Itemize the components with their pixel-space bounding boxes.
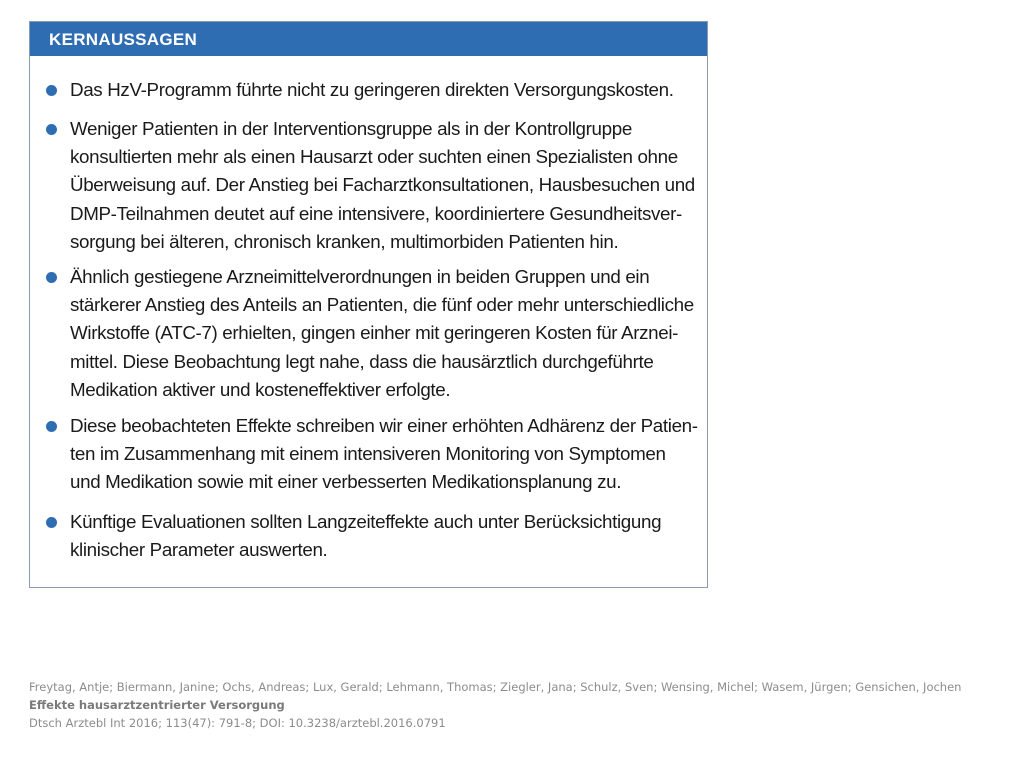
bullet-item: Diese beobachteten Effekte schreiben wir einer erhöhten Adhärenz der Patien- ten im Zusammenhang mit einem intensiveren Monitoring von Symptomen und Medikation sowie mit einer verbesserten Medikationsplanung zu. xyxy=(70,412,695,497)
box-header: KERNAUSSAGEN xyxy=(30,22,707,56)
citation-title: Effekte hausarztzentrierter Versorgung xyxy=(29,698,285,712)
citation-authors: Freytag, Antje; Biermann, Janine; Ochs, Andreas; Lux, Gerald; Lehmann, Thomas; Ziegler, Jana; Schulz, Sven; Wensing, Michel; Wasem, Jürgen; Gensichen, Jochen xyxy=(29,680,962,694)
bullet-item: Künftige Evaluationen sollten Langzeiteffekte auch unter Berücksichtigung klinischer Parameter auswerten. xyxy=(70,508,695,564)
citation-source: Dtsch Arztebl Int 2016; 113(47): 791-8; DOI: 10.3238/arztebl.2016.0791 xyxy=(29,716,446,730)
bullet-item: Das HzV-Programm führte nicht zu geringeren direkten Versorgungskosten. xyxy=(70,76,695,104)
bullet-dot-icon xyxy=(46,421,57,432)
key-statements-box xyxy=(29,21,708,588)
bullet-dot-icon xyxy=(46,85,57,96)
citation xyxy=(29,678,961,732)
bullet-dot-icon xyxy=(46,272,57,283)
bullet-item: Ähnlich gestiegene Arzneimittelverordnungen in beiden Gruppen und ein stärkerer Anstieg des Anteils an Patienten, die fünf oder mehr unterschiedliche Wirkstoffe (ATC-7) erhielten, gingen einher mit geringeren Kosten für Arznei- mittel. Diese Beobachtung legt nahe, dass die hausärztlich durchgeführte Medikation aktiver und kosteneffektiver erfolgte. xyxy=(70,263,695,404)
bullet-dot-icon xyxy=(46,517,57,528)
bullet-item: Weniger Patienten in der Interventionsgruppe als in der Kontrollgruppe konsultierten mehr als einen Hausarzt oder suchten einen Spezialisten ohne Überweisung auf. Der Anstieg bei Facharztkonsultationen, Hausbesuchen und DMP-Teilnahmen deutet auf eine intensivere, koordiniertere Gesundheitsver- sorgung bei älteren, chronisch kranken, multimorbiden Patienten hin. xyxy=(70,115,695,256)
bullet-dot-icon xyxy=(46,124,57,135)
